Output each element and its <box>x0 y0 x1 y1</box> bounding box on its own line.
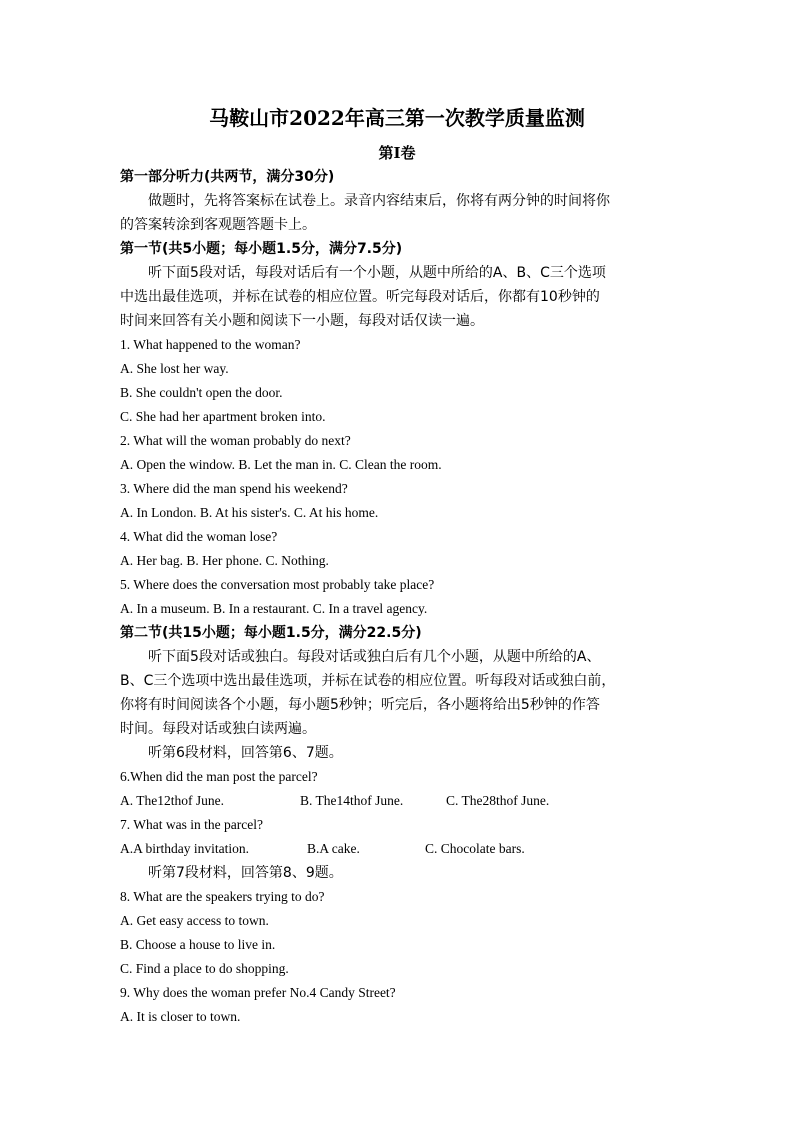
question-6: 6.When did the man post the parcel? <box>120 769 318 784</box>
section1-intro-line: 中选出最佳选项，并标在试卷的相应位置。听完每段对话后，你都有10秒钟的 <box>120 289 600 305</box>
section2-heading: 第二节(共15小题；每小题1.5分，满分22.5分) <box>120 625 422 641</box>
option-b: B. The14thof June. <box>300 793 404 808</box>
q6-options <box>120 789 680 813</box>
section2-intro-line: 听下面5段对话或独白。每段对话或独白后有几个小题，从题中所给的A、 <box>148 649 601 665</box>
material7-label: 听第7段材料，回答第8、9题。 <box>148 865 343 881</box>
section2-intro-line: 时间。每段对话或独白读两遍。 <box>120 721 316 737</box>
question-line: 8. What are the speakers trying to do? <box>120 889 325 904</box>
option-a: A.A birthday invitation. <box>120 841 249 856</box>
question-line: 5. Where does the conversation most probably take place? <box>120 577 435 592</box>
option-line: C. She had her apartment broken into. <box>120 409 326 424</box>
part1-intro-line: 做题时，先将答案标在试卷上。录音内容结束后，你将有两分钟的时间将你 <box>148 193 610 209</box>
material6-label: 听第6段材料，回答第6、7题。 <box>148 745 343 761</box>
section1-intro-line: 听下面5段对话，每段对话后有一个小题，从题中所给的A、B、C三个选项 <box>148 265 606 281</box>
option-line: B. She couldn't open the door. <box>120 385 283 400</box>
option-line: A. Get easy access to town. <box>120 913 269 928</box>
option-a: A. The12thof June. <box>120 793 224 808</box>
question-line: 4. What did the woman lose? <box>120 529 278 544</box>
volume-label: 第Ⅰ卷 <box>378 144 416 162</box>
option-line: A. Her bag. B. Her phone. C. Nothing. <box>120 553 329 568</box>
section2-intro-line: B、C三个选项中选出最佳选项，并标在试卷的相应位置。听每段对话或独白前， <box>120 673 616 689</box>
question-line: 3. Where did the man spend his weekend? <box>120 481 348 496</box>
part1-heading: 第一部分听力(共两节，满分30分) <box>120 169 335 185</box>
option-line: A. In a museum. B. In a restaurant. C. In a travel agency. <box>120 601 428 616</box>
question-line: 1. What happened to the woman? <box>120 337 301 352</box>
exam-title: 马鞍山市2022年高三第一次教学质量监测 <box>209 106 585 130</box>
exam-content <box>120 165 680 1029</box>
option-c: C. The28thof June. <box>446 793 550 808</box>
section1-intro-line: 时间来回答有关小题和阅读下一小题，每段对话仅读一遍。 <box>120 313 484 329</box>
option-line: C. Find a place to do shopping. <box>120 961 289 976</box>
question-7: 7. What was in the parcel? <box>120 817 263 832</box>
section2-intro-line: 你将有时间阅读各个小题，每小题5秒钟；听完后，各小题将给出5秒钟的作答 <box>120 697 600 713</box>
question-line: 2. What will the woman probably do next? <box>120 433 351 448</box>
part1-intro-line: 的答案转涂到客观题答题卡上。 <box>120 217 316 233</box>
section1-heading: 第一节(共5小题；每小题1.5分，满分7.5分) <box>120 241 403 257</box>
option-b: B.A cake. <box>307 841 360 856</box>
option-line: A. Open the window. B. Let the man in. C. Clean the room. <box>120 457 442 472</box>
option-line: A. In London. B. At his sister's. C. At his home. <box>120 505 379 520</box>
option-line: B. Choose a house to live in. <box>120 937 276 952</box>
option-line: A. It is closer to town. <box>120 1009 241 1024</box>
option-c: C. Chocolate bars. <box>425 841 525 856</box>
question-line: 9. Why does the woman prefer No.4 Candy Street? <box>120 985 396 1000</box>
q7-options <box>120 837 680 861</box>
option-line: A. She lost her way. <box>120 361 229 376</box>
